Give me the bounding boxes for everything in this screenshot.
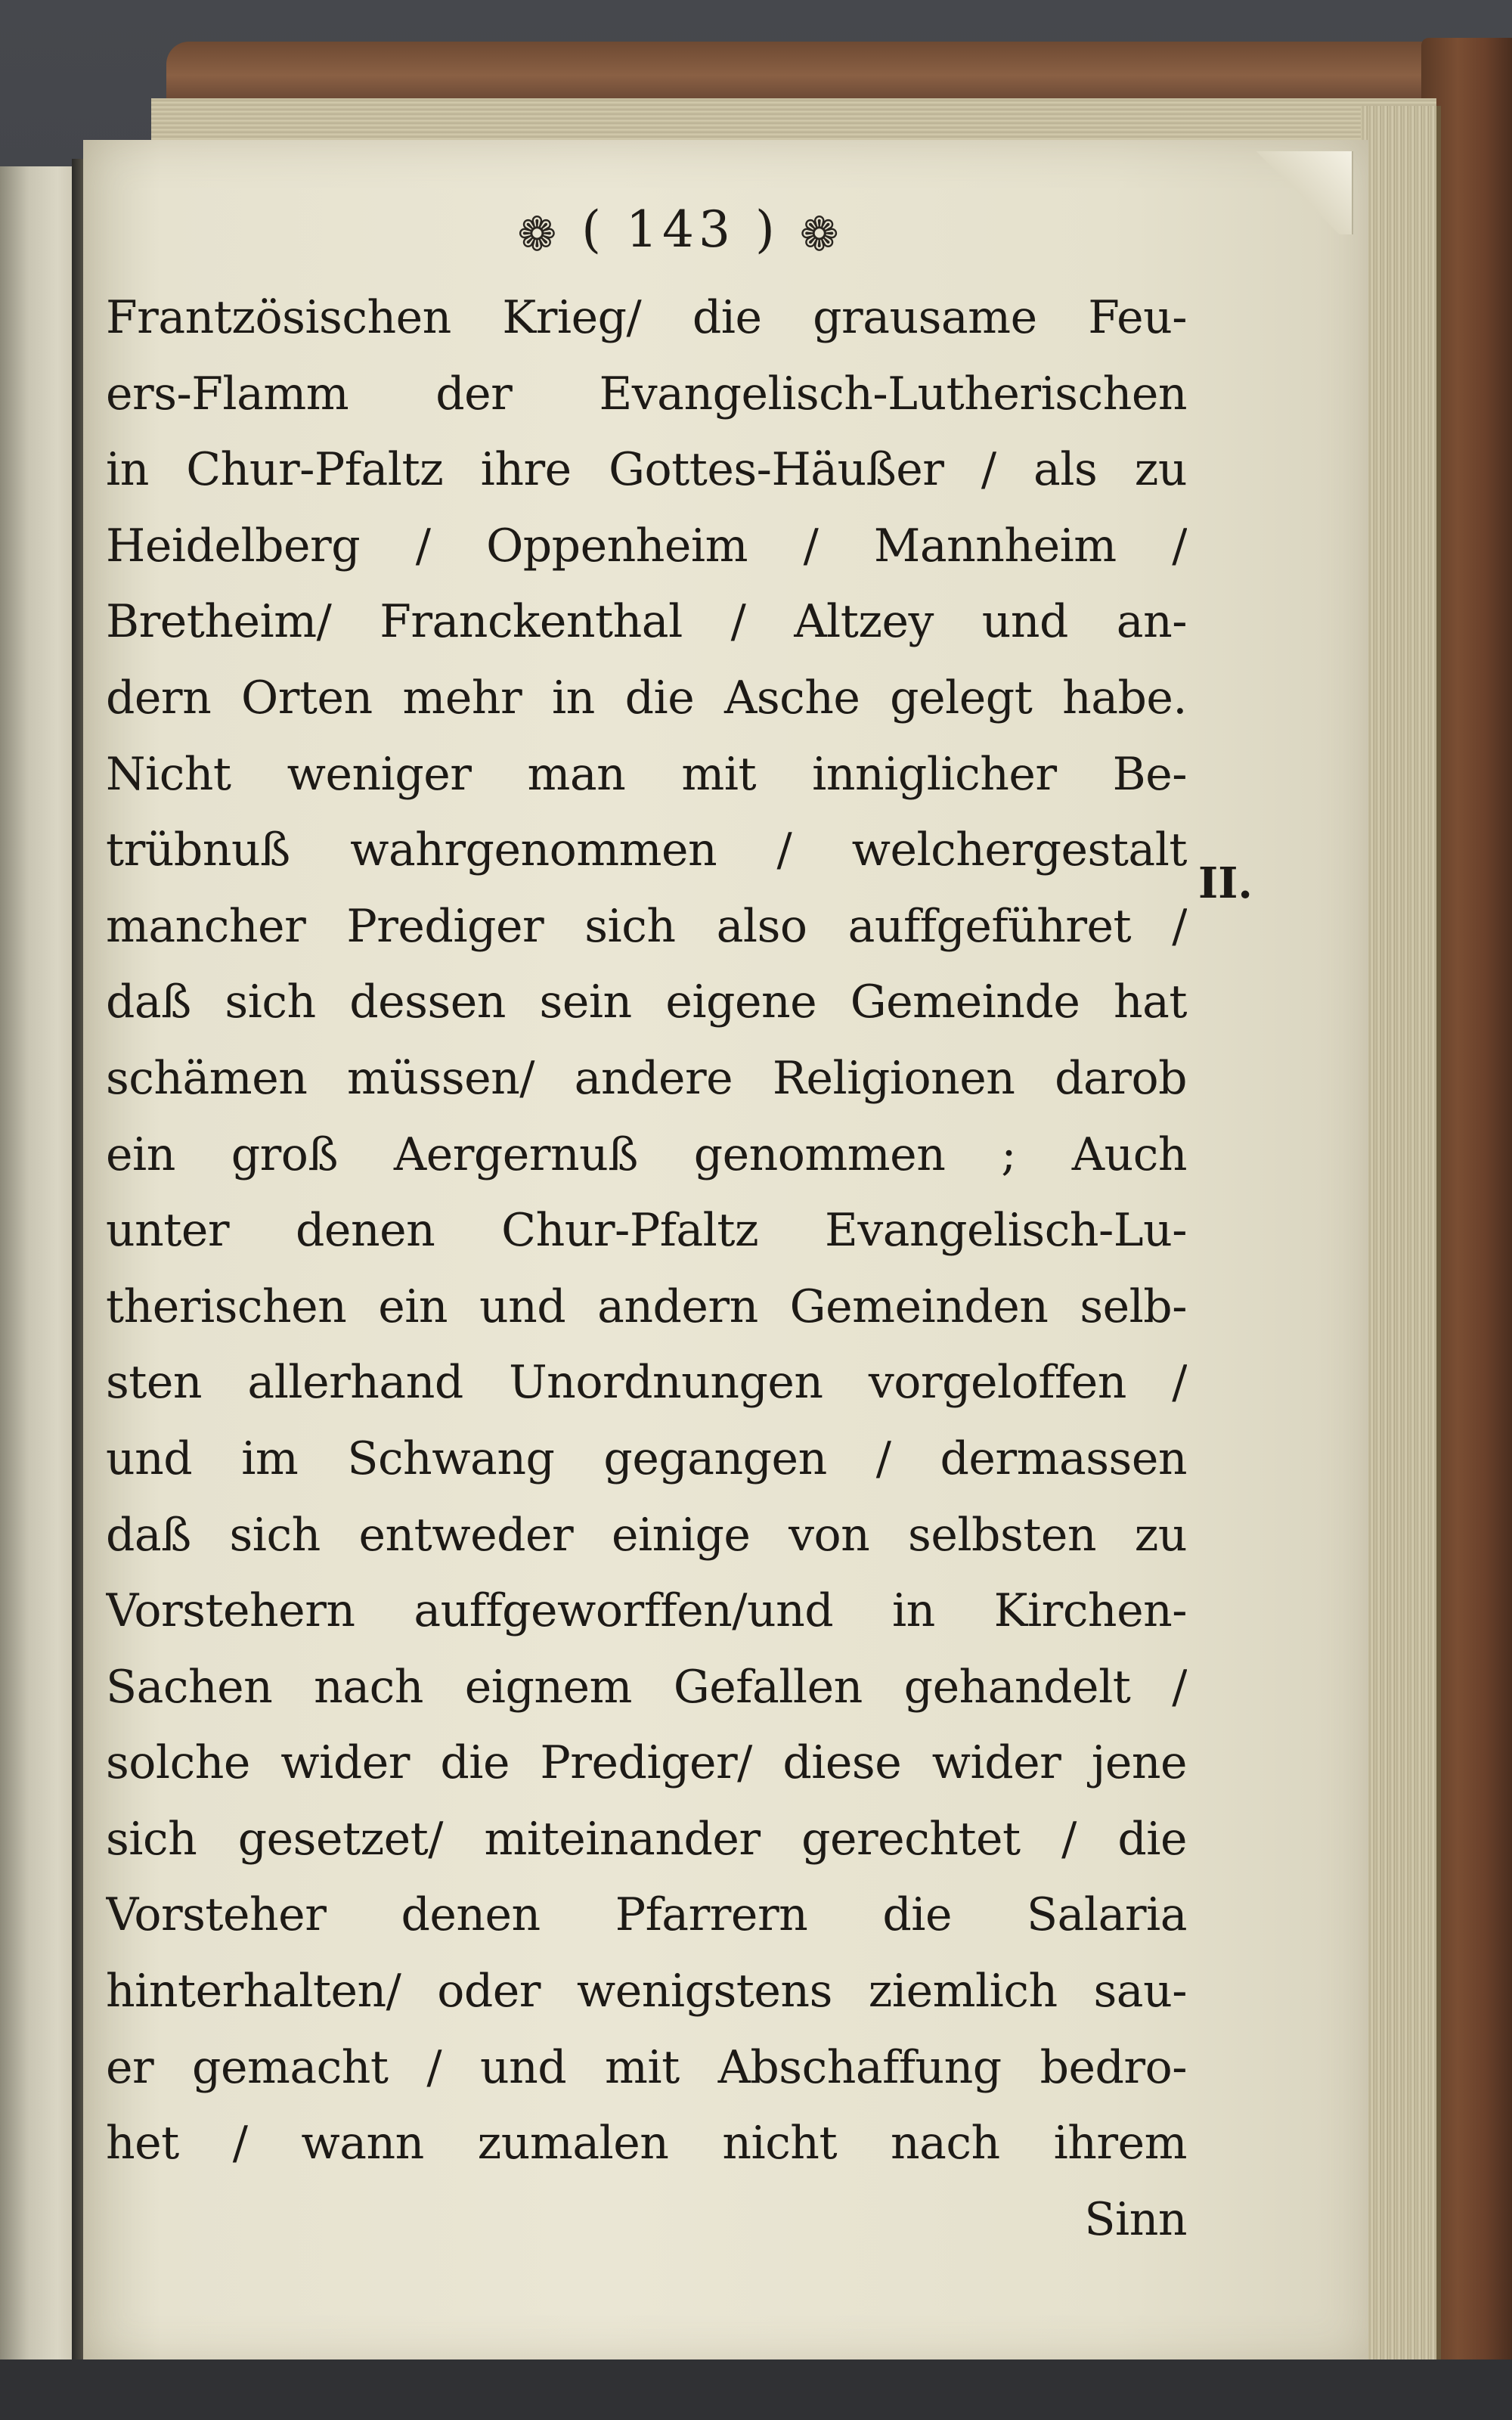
page-number: 143 xyxy=(626,200,735,259)
ornament-left-icon: ❁ xyxy=(517,206,562,262)
text-line: in Chur-Pfaltz ihre Gottes-Häußer / als zu xyxy=(106,443,1187,497)
page-block-edge xyxy=(1361,106,1441,2367)
text-line: daß sich entweder einige von selbsten zu xyxy=(106,1508,1187,1562)
text-line: Frantzösischen Krieg/ die grausame Feu- xyxy=(106,291,1187,344)
text-line: er gemacht / und mit Abschaffung bedro- xyxy=(106,2040,1187,2094)
text-line: Vorstehern auffgeworffen/und in Kirchen- xyxy=(106,1584,1187,1638)
text-line: ers-Flamm der Evangelisch-Lutherischen xyxy=(106,367,1187,420)
text-line: Sachen nach eignem Gefallen gehandelt / xyxy=(106,1660,1187,1714)
page-number-open: ( xyxy=(581,200,606,259)
page-body-text xyxy=(106,280,1187,2257)
text-line: und im Schwang gegangen / dermassen xyxy=(106,1432,1187,1485)
text-line: Nicht weniger man mit inniglicher Be- xyxy=(106,747,1187,801)
text-line: mancher Prediger sich also auffgeführet / xyxy=(106,899,1187,953)
text-line: Heidelberg / Oppenheim / Mannheim / xyxy=(106,519,1187,572)
page-header xyxy=(416,200,945,262)
book-page xyxy=(83,140,1368,2363)
text-line: sich gesetzet/ miteinander gerechtet / die xyxy=(106,1812,1187,1866)
text-line: Bretheim/ Franckenthal / Altzey und an- xyxy=(106,595,1187,649)
page-number-close: ) xyxy=(754,200,779,259)
catchword: Sinn xyxy=(1084,2192,1187,2246)
facing-page xyxy=(0,166,74,2360)
folded-corner xyxy=(1246,151,1353,234)
ornament-right-icon: ❁ xyxy=(799,206,844,262)
text-line: sten allerhand Unordnungen vorgeloffen / xyxy=(106,1356,1187,1410)
text-line: trübnuß wahrgenommen / welchergestalt xyxy=(106,824,1187,877)
text-line: hinterhalten/ oder wenigstens ziemlich sau- xyxy=(106,1965,1187,2018)
text-line: unter denen Chur-Pfaltz Evangelisch-Lu- xyxy=(106,1204,1187,1258)
text-line: daß sich dessen sein eigene Gemeinde hat xyxy=(106,976,1187,1029)
text-line: ein groß Aergernuß genommen ; Auch xyxy=(106,1128,1187,1181)
text-line: schämen müssen/ andere Religionen darob xyxy=(106,1051,1187,1105)
page-block-top-edge xyxy=(151,98,1436,144)
background-shadow xyxy=(0,2360,1512,2420)
margin-note: II. xyxy=(1198,858,1253,908)
text-line: het / wann zumalen nicht nach ihrem xyxy=(106,2117,1187,2170)
facing-page-text-fragment xyxy=(8,302,68,2344)
text-line: therischen ein und andern Gemeinden selb- xyxy=(106,1280,1187,1333)
text-line: Vorsteher denen Pfarrern die Salaria xyxy=(106,1888,1187,1942)
text-line: solche wider die Prediger/ diese wider jene xyxy=(106,1736,1187,1790)
text-line: dern Orten mehr in die Asche gelegt habe. xyxy=(106,671,1187,724)
